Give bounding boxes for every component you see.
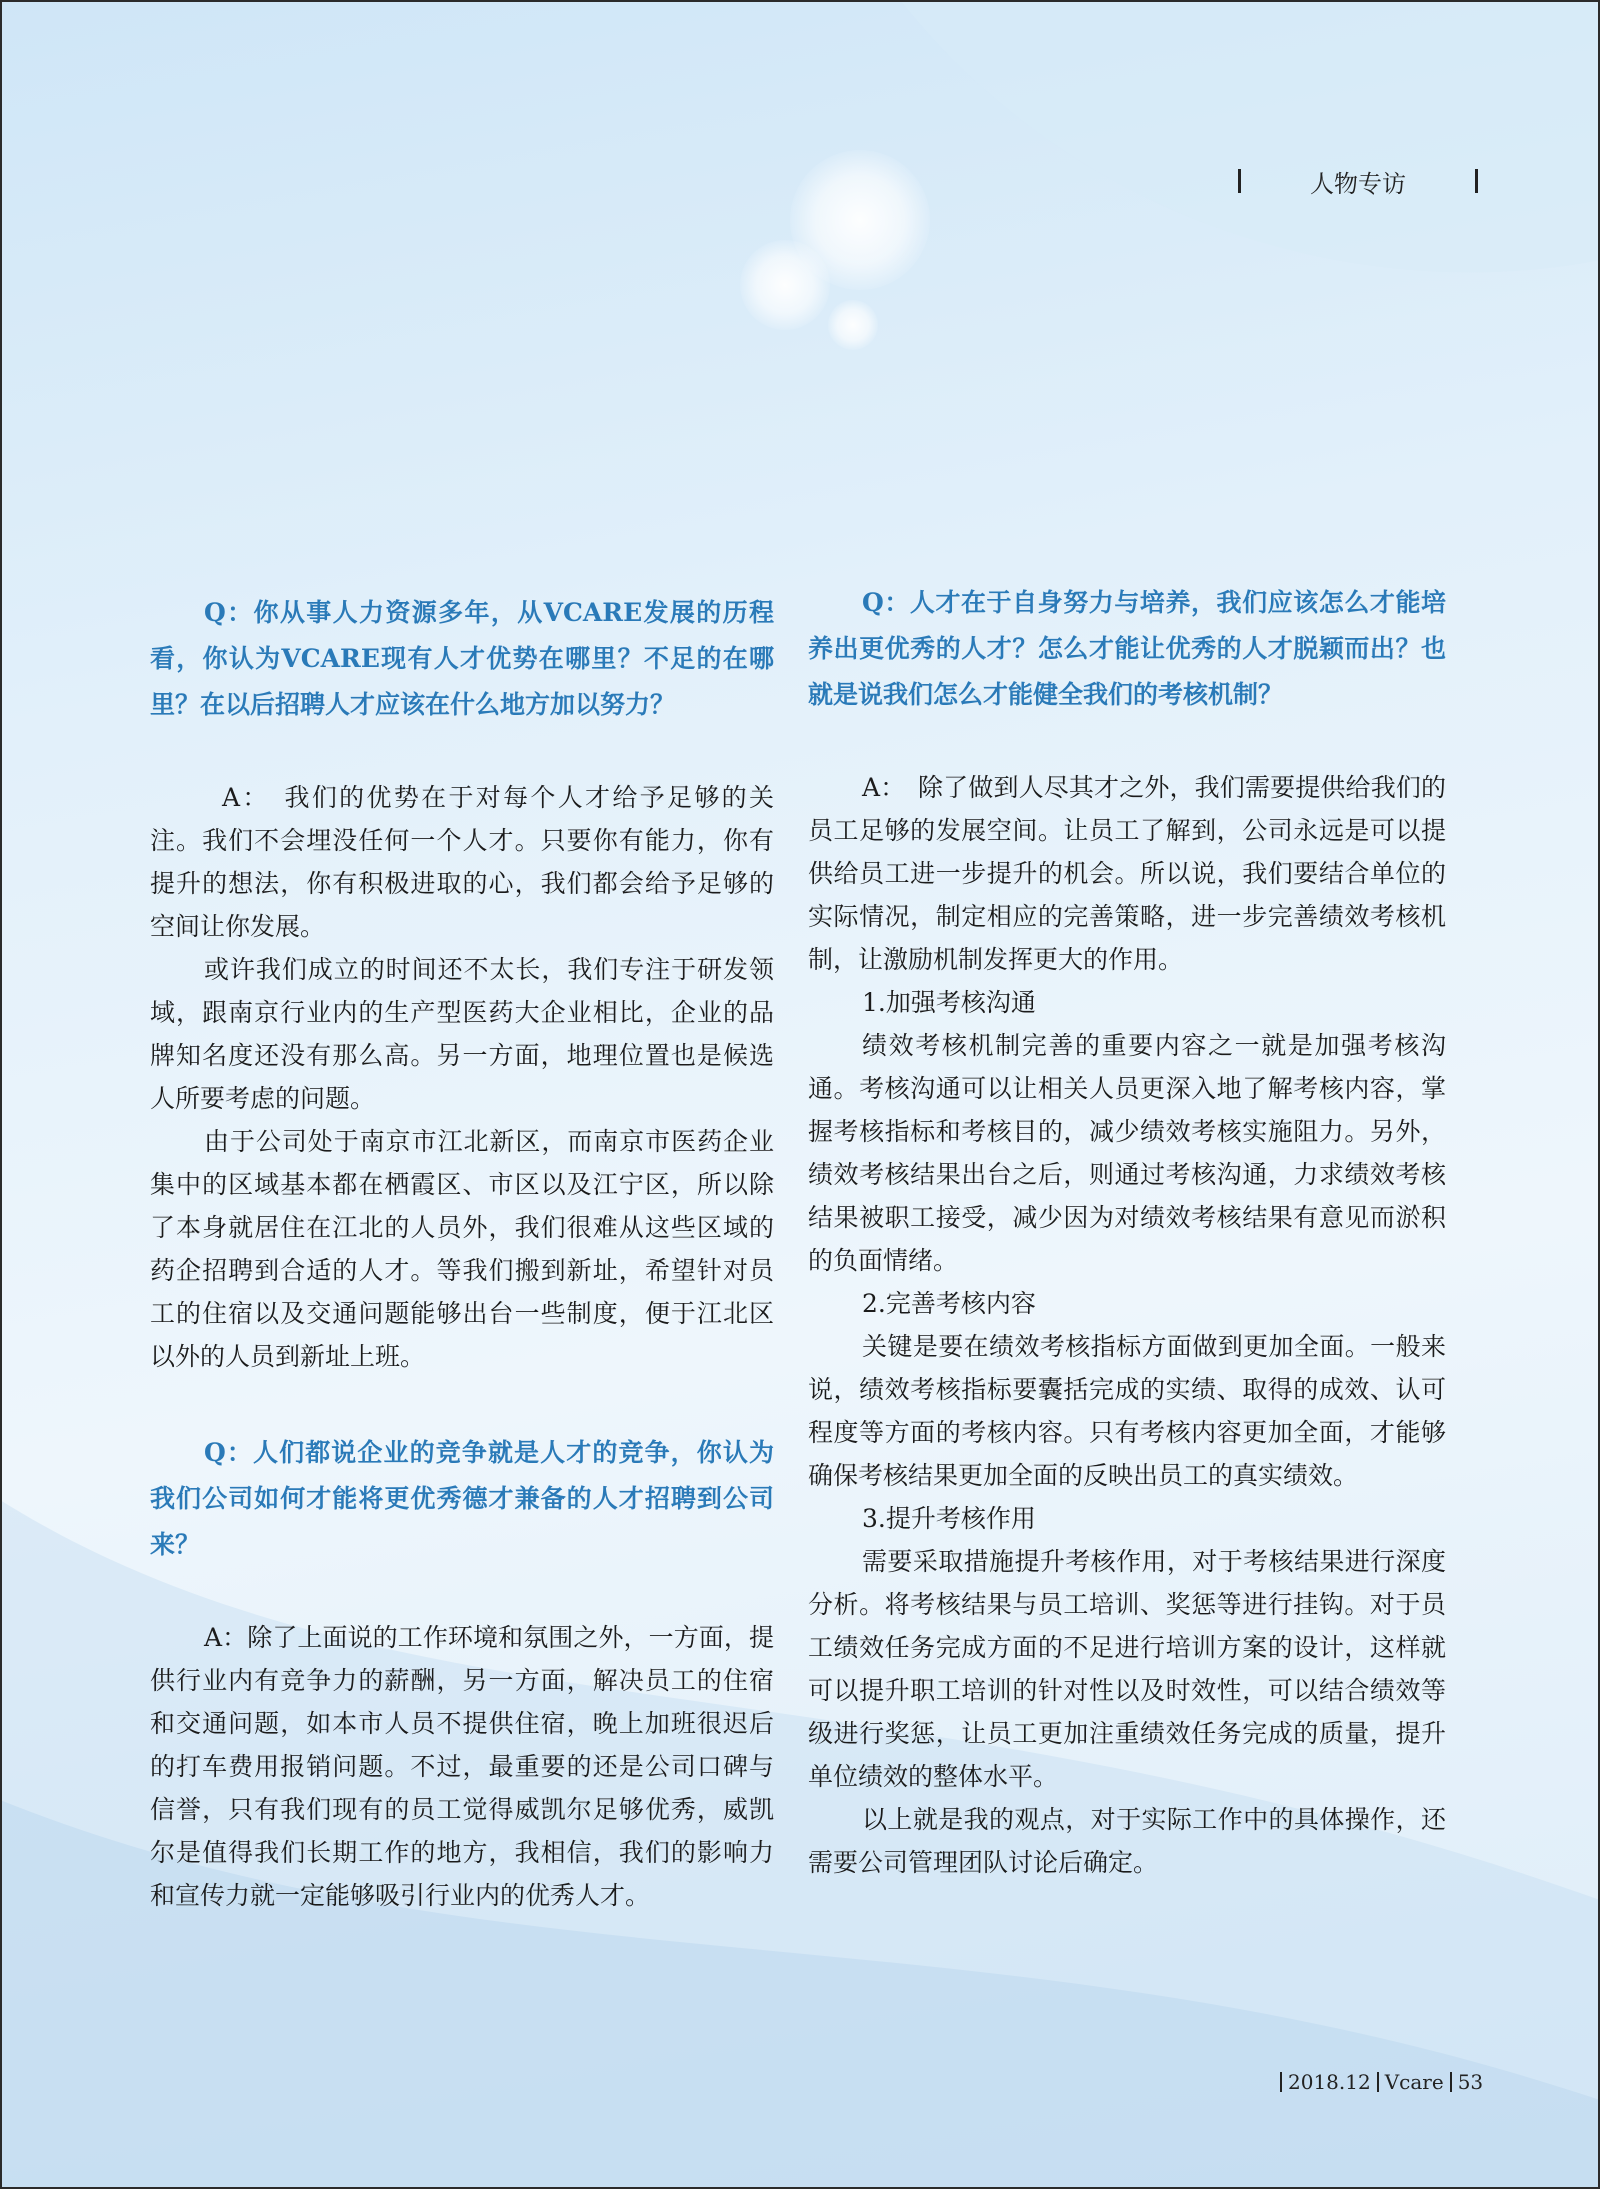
subheading-2: 2.完善考核内容	[862, 1289, 1036, 1318]
subheading-3: 3.提升考核作用	[862, 1504, 1036, 1533]
section-1-text: 绩效考核机制完善的重要内容之一就是加强考核沟通。考核沟通可以让相关人员更深入地了解考核内容，掌握考核指标和考核目的，减少绩效考核实施阻力。另外，绩效考核结果出台之后，则通过考核沟通，力求绩效考核结果被职工接受，减少因为对绩效考核结果有意见而淤积的负面情绪。	[808, 1031, 1446, 1275]
question-1: Q：你从事人力资源多年，从VCARE发展的历程看，你认为VCARE现有人才优势在哪里？不足的在哪里？在以后招聘人才应该在什么地方加以努力？	[150, 598, 774, 719]
footer-separator	[1377, 2072, 1379, 2092]
paragraph-2: 或许我们成立的时间还不太长，我们专注于研发领域，跟南京行业内的生产型医药大企业相比，企业的品牌知名度还没有那么高。另一方面，地理位置也是候选人所要考虑的问题。	[150, 955, 774, 1113]
divider-bar-left	[1238, 169, 1241, 193]
answer-3: A： 除了做到人尽其才之外，我们需要提供给我们的员工足够的发展空间。让员工了解到，公司永远是可以提供给员工进一步提升的机会。所以说，我们要结合单位的实际情况，制定相应的完善策略，进一步完善绩效考核机制，让激励机制发挥更大的作用。	[808, 773, 1446, 974]
divider-bar-right	[1475, 169, 1478, 193]
question-3: Q：人才在于自身努力与培养，我们应该怎么才能培养出更优秀的人才？怎么才能让优秀的人才脱颖而出？也就是说我们怎么才能健全我们的考核机制？	[808, 588, 1446, 709]
issue-date: 2018.12	[1288, 2070, 1371, 2094]
footer-separator	[1280, 2072, 1282, 2092]
closing-paragraph: 以上就是我的观点，对于实际工作中的具体操作，还需要公司管理团队讨论后确定。	[808, 1805, 1446, 1877]
light-bubble-medium	[740, 240, 830, 330]
section-2-text: 关键是要在绩效考核指标方面做到更加全面。一般来说，绩效考核指标要囊括完成的实绩、取得的成效、认可程度等方面的考核内容。只有考核内容更加全面，才能够确保考核结果更加全面的反映出员工的真实绩效。	[808, 1332, 1446, 1490]
magazine-name: Vcare	[1384, 2070, 1444, 2094]
section-tag	[1238, 164, 1478, 198]
section-3-text: 需要采取措施提升考核作用，对于考核结果进行深度分析。将考核结果与员工培训、奖惩等进行挂钩。对于员工绩效任务完成方面的不足进行培训方案的设计，这样就可以提升职工培训的针对性以及时效性，可以结合绩效等级进行奖惩，让员工更加注重绩效任务完成的质量，提升单位绩效的整体水平。	[808, 1547, 1446, 1791]
page-number: 53	[1457, 2070, 1484, 2094]
left-column	[150, 590, 774, 1917]
paragraph-3: 由于公司处于南京市江北新区，而南京市医药企业集中的区域基本都在栖霞区、市区以及江宁区，所以除了本身就居住在江北的人员外，我们很难从这些区域的药企招聘到合适的人才。等我们搬到新址，希望针对员工的住宿以及交通问题能够出台一些制度，便于江北区以外的人员到新址上班。	[150, 1127, 774, 1371]
right-column	[808, 580, 1446, 1884]
light-bubble-small	[828, 300, 878, 350]
question-2: Q：人们都说企业的竞争就是人才的竞争，你认为我们公司如何才能将更优秀德才兼备的人才招聘到公司来？	[150, 1438, 774, 1559]
answer-1: A： 我们的优势在于对每个人才给予足够的关注。我们不会埋没任何一个人才。只要你有能力，你有提升的想法，你有积极进取的心，我们都会给予足够的空间让你发展。	[150, 783, 774, 941]
footer-separator	[1450, 2072, 1452, 2092]
page-footer	[1280, 2070, 1500, 2094]
section-title: 人物专访	[1310, 169, 1406, 198]
answer-2: A：除了上面说的工作环境和氛围之外，一方面，提供行业内有竞争力的薪酬，另一方面，解决员工的住宿和交通问题，如本市人员不提供住宿，晚上加班很迟后的打车费用报销问题。不过，最重要的还是公司口碑与信誉，只有我们现有的员工觉得威凯尔足够优秀，威凯尔是值得我们长期工作的地方，我相信，我们的影响力和宣传力就一定能够吸引行业内的优秀人才。	[150, 1623, 774, 1910]
subheading-1: 1.加强考核沟通	[862, 988, 1036, 1017]
